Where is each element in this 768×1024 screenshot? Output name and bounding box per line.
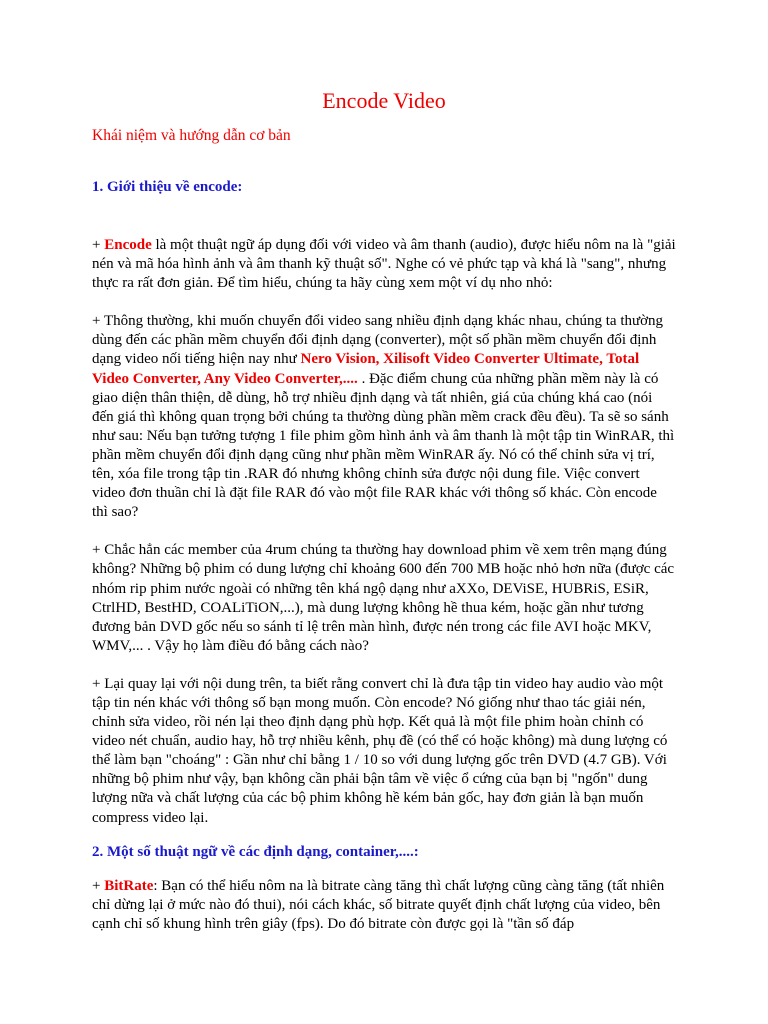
converter-software-list: Nero Vision, Xilisoft Video Converter Ultimate, Total Video Converter, Any Video Converter,....: [92, 351, 640, 387]
paragraph-text-before: + Thông thường, khi muốn chuyển đổi video sang nhiều định dạng khác nhau, chúng ta thường dùng đến các phần mềm chuyển đổi định dạng (converter), một số phần mềm chuyển đổi định dạng video nối tiếng hiện nay như: [92, 313, 664, 368]
term-encode: Encode: [104, 237, 152, 253]
document-subtitle: Khái niệm và hướng dẫn cơ bản: [92, 127, 291, 144]
paragraph-prefix: +: [92, 877, 105, 894]
section-heading-terms: 2. Một số thuật ngữ về các định dạng, container,....:: [92, 843, 419, 860]
paragraph-text: là một thuật ngữ áp dụng đối với video và âm thanh (audio), được hiểu nôm na là "giải nén và mã hóa hình ảnh và âm thanh kỹ thuật số". Nghe có vẻ phức tạp và khá là "sang", nhưng thực ra rất đơn giản. Để tìm hiểu, chúng ta hãy cùng xem một ví dụ nho nhỏ:: [92, 237, 676, 292]
paragraph-encode-definition: [92, 236, 676, 293]
paragraph-prefix: +: [92, 237, 105, 253]
term-bitrate: BitRate: [104, 877, 154, 894]
paragraph-converter-comparison: [92, 312, 676, 522]
paragraph-bitrate: [92, 877, 676, 934]
document-title: Encode Video: [322, 88, 446, 113]
section-heading-intro: 1. Giới thiệu về encode:: [92, 179, 243, 195]
paragraph-encode-explanation: + Lại quay lại với nội dung trên, ta biết rằng convert chỉ là đưa tập tin video hay audio vào một tập tin nén khác với thông số bạn mong muốn. Còn encode? Nó giống như thao tác giải nén, chỉnh sửa video, rồi nén lại theo định dạng phù hợp. Kết quả là một file phim hoàn chỉnh có video nét chuẩn, audio hay, hỗ trợ nhiều kênh, phụ đề (có thể có hoặc không) mà dung lượng có thể làm bạn "choáng" : Gần như chỉ bằng 1 / 10 so với dung lượng gốc trên DVD (4.7 GB). Với những bộ phim như vậy, bạn không cần phải bận tâm về việc ổ cứng của bạn bị "ngốn" dung lượng nữa và chất lượng của các bộ phim không hề kém bản gốc, hay đơn giản là bạn muốn compress video lại.: [92, 675, 668, 826]
paragraph-rip-groups: + Chắc hẳn các member của 4rum chúng ta thường hay download phim về xem trên mạng đúng không? Những bộ phim có dung lượng chỉ khoảng 600 đến 700 MB hoặc nhỏ hơn nữa (được các nhóm rip phim nước ngoài có những tên khá ngộ dạng như aXXo, DEViSE, HUBRiS, ESiR, CtrlHD, BestHD, COALiTiON,...), mà dung lượng không hề thua kém, hoặc gần như tương đương bản DVD gốc nếu so sánh tỉ lệ trên màn hình, được nén trong các file AVI hoặc MKV, WMV,... . Vậy họ làm điều đó bằng cách nào?: [92, 542, 675, 654]
paragraph-text-after: . Đặc điểm chung của những phần mềm này là có giao diện thân thiện, dễ dùng, hỗ trợ nhiều định dạng và tất nhiên, giá của chúng khá cao (nói đến giá thì không quan trọng bởi chúng ta thường dùng phần mềm crack đều đều). Ta sẽ so sánh như sau: Nếu bạn tưởng tượng 1 file phim gồm hình ảnh và âm thanh là một tập tin WinRAR, thì phần mềm chuyển đổi định dạng cũng như phần mềm WinRAR ấy. Nó có thể chỉnh sửa vị trí, tên, xóa file trong tập tin .RAR đó nhưng không chỉnh sửa được nội dung file. Việc convert video đơn thuần chỉ là đặt file RAR đó vào một file RAR khác với thông số khác. Còn encode thì sao?: [92, 370, 675, 521]
paragraph-text: : Bạn có thể hiểu nôm na là bitrate càng tăng thì chất lượng cũng càng tăng (tất nhiên chỉ dừng lại ở mức nào đó thui), nói cách khác, số bitrate quyết định chất lượng của video, bên cạnh chỉ số khung hình trên giây (fps). Do đó bitrate còn được gọi là "tần số đáp: [92, 877, 665, 932]
